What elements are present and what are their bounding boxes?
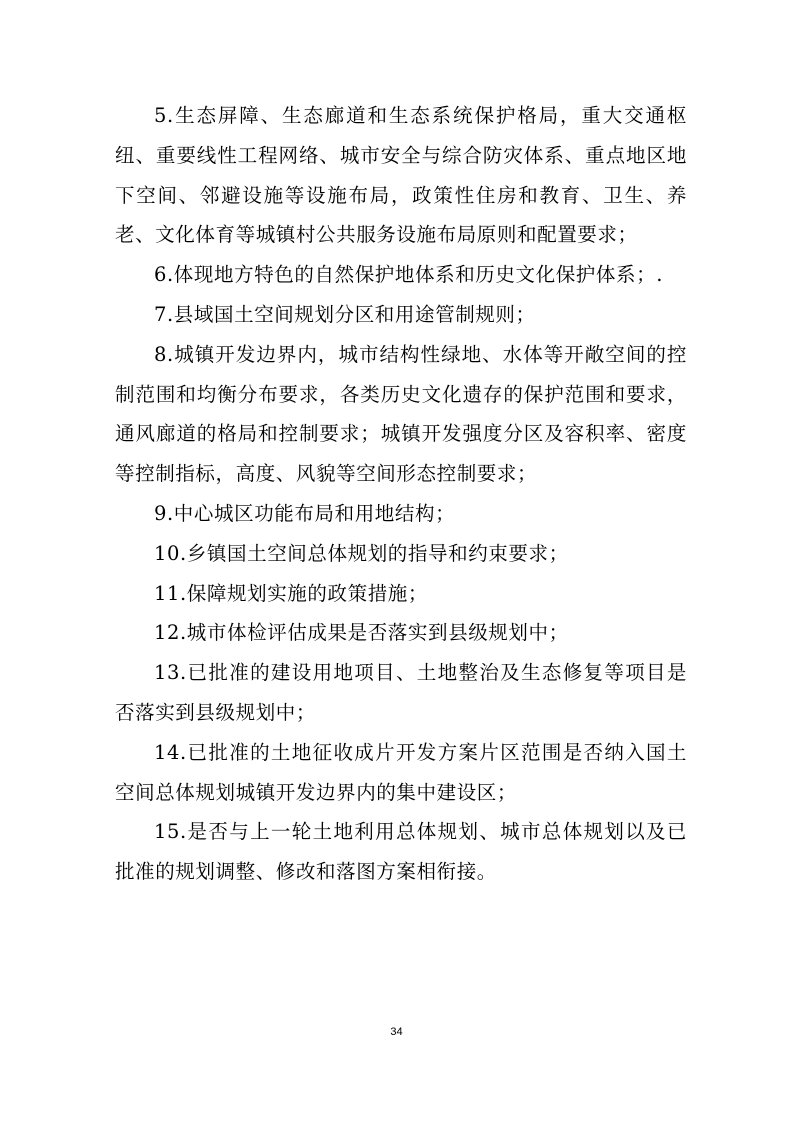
page-body bbox=[115, 96, 687, 892]
paragraph-item-9: 9.中心城区功能布局和用地结构； bbox=[154, 501, 456, 525]
paragraph-item-15: 15.是否与上一轮土地利用总体规划、城市总体规划以及已批准的规划调整、修改和落图方案相衔接。 bbox=[115, 820, 687, 884]
paragraph-item-13: 13.已批准的建设用地项目、土地整治及生态修复等项目是否落实到县级规划中； bbox=[115, 661, 687, 724]
paragraph-item-14: 14.已批准的土地征收成片开发方案片区范围是否纳入国土空间总体规划城镇开发边界内的集中建设区； bbox=[115, 740, 687, 804]
paragraph-item-6: 6.体现地方特色的自然保护地体系和历史文化保护体系；. bbox=[154, 263, 664, 287]
paragraph-item-12: 12.城市体检评估成果是否落实到县级规划中； bbox=[154, 621, 569, 645]
page-number: 34 bbox=[390, 1026, 403, 1038]
paragraph-item-8: 8.城镇开发边界内，城市结构性绿地、水体等开敞空间的控制范围和均衡分布要求，各类历史文化遗存的保护范围和要求，通风廊道的格局和控制要求；城镇开发强度分区及容积率、密度等控制指标，高度、风貌等空间形态控制要求； bbox=[115, 342, 687, 486]
paragraph-item-5: 5.生态屏障、生态廊道和生态系统保护格局，重大交通枢纽、重要线性工程网络、城市安全与综合防灾体系、重点地区地下空间、邻避设施等设施布局，政策性住房和教育、卫生、养老、文化体育等城镇村公共服务设施布局原则和配置要求； bbox=[115, 104, 687, 247]
paragraph-item-11: 11.保障规划实施的政策措施； bbox=[154, 581, 429, 605]
paragraph-item-10: 10.乡镇国土空间总体规划的指导和约束要求； bbox=[154, 541, 569, 565]
paragraph-item-7: 7.县域国土空间规划分区和用途管制规则； bbox=[154, 302, 536, 326]
